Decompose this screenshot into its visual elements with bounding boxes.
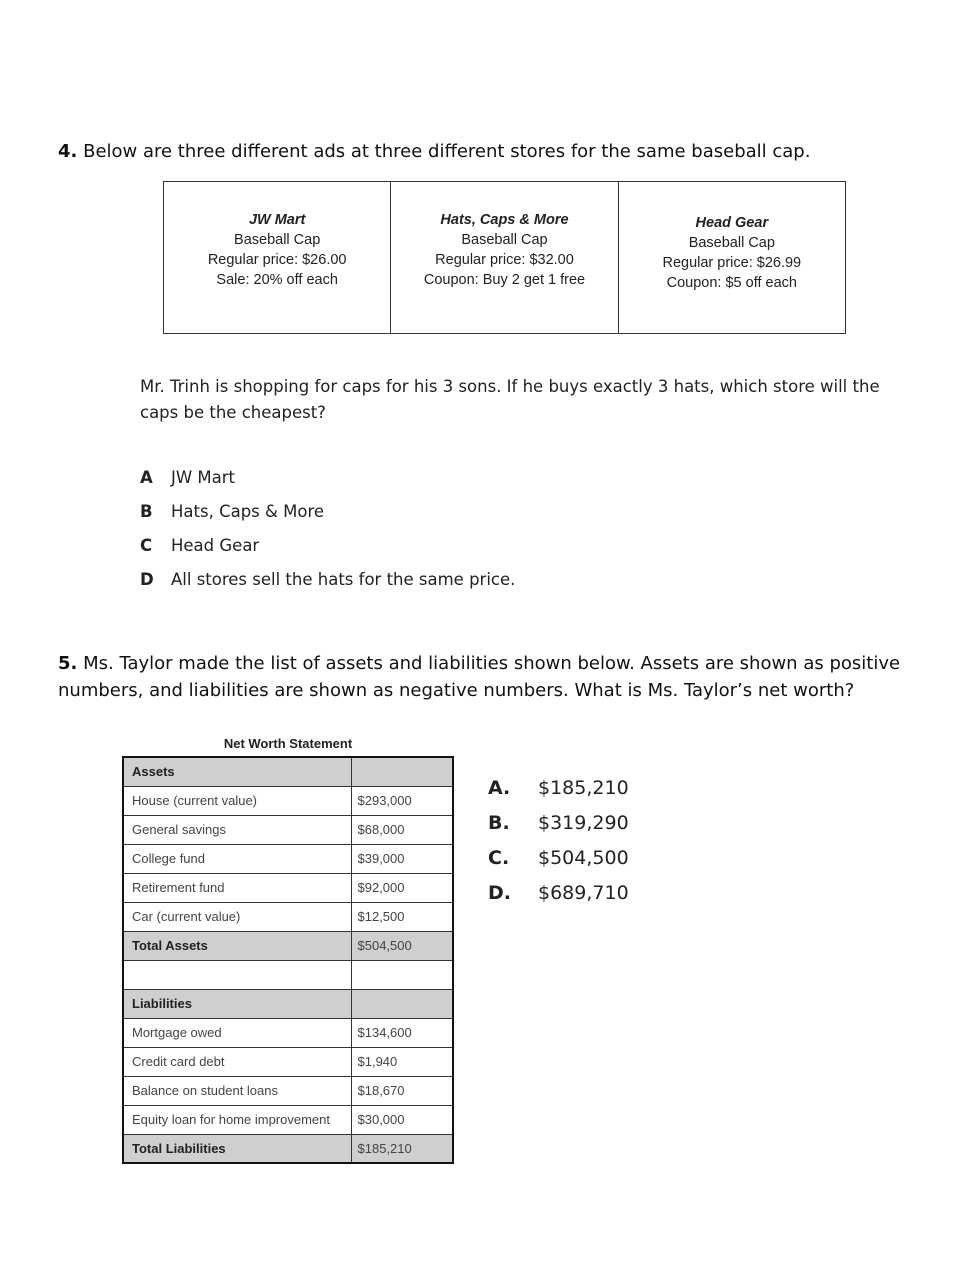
- choice-letter: C.: [488, 846, 510, 869]
- ad-item: Baseball Cap: [688, 234, 775, 251]
- ad-deal: Coupon: $5 off each: [666, 274, 797, 291]
- table-row: [123, 844, 453, 873]
- question-5-number: 5.: [58, 653, 78, 674]
- store-ads-table: [163, 181, 846, 334]
- ad-price: Regular price: $26.99: [662, 254, 802, 271]
- row-label: Total Liabilities: [123, 1134, 351, 1163]
- question-5-choices: [488, 770, 629, 910]
- ad-store-name: JW Mart: [248, 211, 306, 228]
- table-row: [123, 1076, 453, 1105]
- choice-letter: A: [140, 467, 153, 487]
- table-row: [123, 1105, 453, 1134]
- ad-price: Regular price: $32.00: [435, 251, 574, 268]
- row-label: [123, 960, 351, 989]
- row-label: Total Assets: [123, 931, 351, 960]
- row-value: $293,000: [351, 786, 453, 815]
- choice-letter: B: [140, 501, 153, 521]
- table-row: [123, 815, 453, 844]
- question-4-number: 4.: [58, 141, 78, 162]
- table-row: [123, 786, 453, 815]
- choice-text: Hats, Caps & More: [171, 501, 325, 521]
- row-label: Mortgage owed: [123, 1018, 351, 1047]
- choice-text: $319,290: [538, 811, 629, 834]
- table-row: [123, 1018, 453, 1047]
- ad-head-gear: [619, 182, 845, 333]
- row-label: General savings: [123, 815, 351, 844]
- row-value: [351, 757, 453, 786]
- choice-letter: D: [140, 569, 154, 589]
- table-row: [123, 873, 453, 902]
- choice-text: $689,710: [538, 881, 629, 904]
- answer-choice[interactable]: [140, 562, 515, 596]
- row-value: [351, 960, 453, 989]
- row-value: $12,500: [351, 902, 453, 931]
- net-worth-table: [122, 756, 454, 1164]
- row-label: Retirement fund: [123, 873, 351, 902]
- row-value: $30,000: [351, 1105, 453, 1134]
- answer-choice[interactable]: [488, 840, 629, 875]
- row-value: $92,000: [351, 873, 453, 902]
- choice-letter: C: [140, 535, 153, 555]
- answer-choice[interactable]: [488, 770, 629, 805]
- row-value: $134,600: [351, 1018, 453, 1047]
- ad-item: Baseball Cap: [461, 231, 548, 248]
- table-total-row: [123, 1134, 453, 1163]
- choice-letter: D.: [488, 881, 511, 904]
- choice-text: JW Mart: [171, 467, 236, 487]
- table-row: [123, 902, 453, 931]
- question-4-stem: [58, 138, 928, 165]
- choice-text: $185,210: [538, 776, 629, 799]
- table-blank-row: [123, 960, 453, 989]
- net-worth-title: Net Worth Statement: [223, 736, 353, 751]
- row-label: Car (current value): [123, 902, 351, 931]
- row-value: $39,000: [351, 844, 453, 873]
- choice-text: Head Gear: [171, 535, 260, 555]
- ad-price: Regular price: $26.00: [207, 251, 347, 268]
- answer-choice[interactable]: [488, 875, 629, 910]
- row-label: Credit card debt: [123, 1047, 351, 1076]
- answer-choice[interactable]: [140, 494, 515, 528]
- row-label: Balance on student loans: [123, 1076, 351, 1105]
- table-total-row: [123, 931, 453, 960]
- answer-choice[interactable]: [140, 528, 515, 562]
- ad-deal: Coupon: Buy 2 get 1 free: [423, 271, 586, 288]
- answer-choice[interactable]: [140, 460, 515, 494]
- row-value: $1,940: [351, 1047, 453, 1076]
- table-section-header: [123, 989, 453, 1018]
- choice-letter: A.: [488, 776, 511, 799]
- row-value: [351, 989, 453, 1018]
- ad-deal: Sale: 20% off each: [216, 271, 338, 288]
- ad-store-name: Hats, Caps & More: [440, 211, 569, 228]
- row-label: Liabilities: [123, 989, 351, 1018]
- choice-text: All stores sell the hats for the same price.: [171, 569, 516, 589]
- row-value: $18,670: [351, 1076, 453, 1105]
- row-label: College fund: [123, 844, 351, 873]
- table-section-header: [123, 757, 453, 786]
- question-5-stem: [58, 650, 928, 704]
- row-value: $504,500: [351, 931, 453, 960]
- row-label: Equity loan for home improvement: [123, 1105, 351, 1134]
- question-4-prompt: Mr. Trinh is shopping for caps for his 3 sons. If he buys exactly 3 hats, which store will the caps be the cheapest?: [140, 377, 880, 422]
- question-5-text: Ms. Taylor made the list of assets and liabilities shown below. Assets are shown as positive numbers, and liabilities are shown as negative numbers. What is Ms. Taylor’s net worth?: [58, 653, 901, 701]
- ad-hats-caps-more: [391, 182, 618, 333]
- ad-store-name: Head Gear: [695, 214, 769, 231]
- question-4-choices: [140, 460, 515, 596]
- row-value: $68,000: [351, 815, 453, 844]
- row-label: House (current value): [123, 786, 351, 815]
- row-value: $185,210: [351, 1134, 453, 1163]
- row-label: Assets: [123, 757, 351, 786]
- choice-text: $504,500: [538, 846, 629, 869]
- ad-item: Baseball Cap: [234, 231, 321, 248]
- ad-jw-mart: [164, 182, 391, 333]
- answer-choice[interactable]: [488, 805, 629, 840]
- question-4-text: Below are three different ads at three different stores for the same baseball cap.: [77, 141, 811, 162]
- table-row: [123, 1047, 453, 1076]
- choice-letter: B.: [488, 811, 510, 834]
